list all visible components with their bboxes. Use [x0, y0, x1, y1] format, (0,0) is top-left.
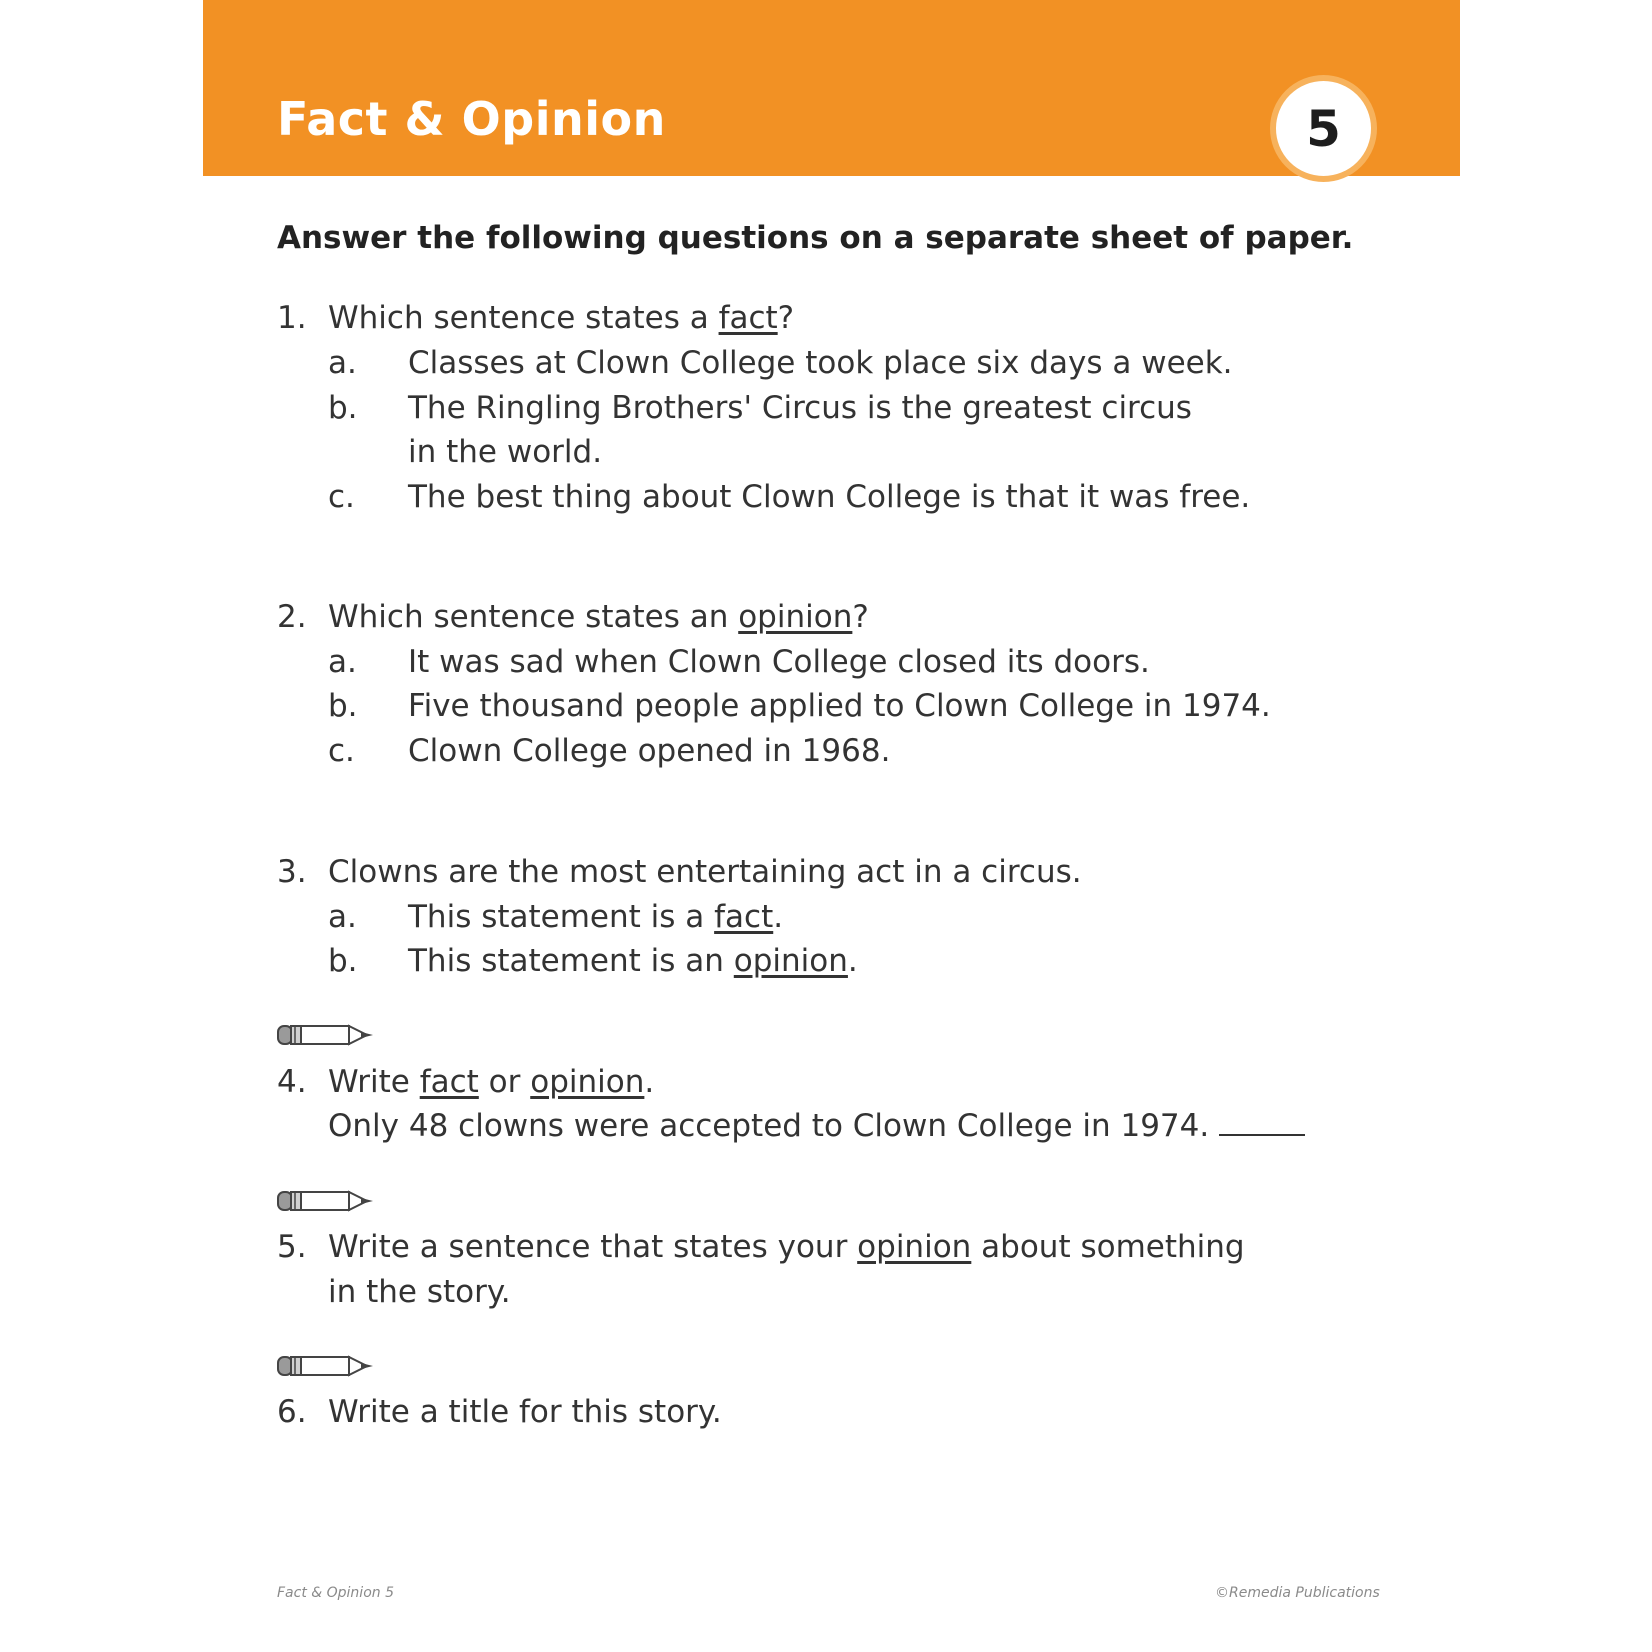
- question-4-number: 4.: [277, 1064, 307, 1100]
- question-4-statement: Only 48 clowns were accepted to Clown College in 1974.: [328, 1106, 1305, 1146]
- option-text: Clown College opened in 1968.: [408, 733, 891, 769]
- keyword-opinion: opinion: [857, 1229, 972, 1265]
- question-4-prompt: Write fact or opinion.: [328, 1064, 655, 1100]
- pencil-icon: [277, 1353, 377, 1379]
- pencil-icon: [277, 1022, 377, 1048]
- option-text: It was sad when Clown College closed its doors.: [408, 644, 1150, 680]
- option-letter: b.: [328, 390, 358, 426]
- instructions: Answer the following questions on a separate sheet of paper.: [277, 220, 1354, 256]
- keyword-opinion: opinion: [733, 943, 848, 979]
- option-letter: c.: [328, 733, 355, 769]
- question-6-number: 6.: [277, 1394, 307, 1430]
- question-5-prompt-continued: in the story.: [328, 1274, 511, 1310]
- keyword-opinion: opinion: [530, 1064, 645, 1100]
- option-text: This statement is an opinion.: [408, 943, 858, 979]
- footer-left: Fact & Opinion 5: [277, 1585, 394, 1601]
- keyword-opinion: opinion: [738, 599, 853, 635]
- option-text: The Ringling Brothers' Circus is the greatest circus: [408, 390, 1192, 426]
- answer-blank[interactable]: [1219, 1106, 1305, 1136]
- footer-right: ©Remedia Publications: [1215, 1585, 1380, 1601]
- question-2-prompt: Which sentence states an opinion?: [328, 599, 869, 635]
- page-title: Fact & Opinion: [277, 92, 666, 146]
- keyword-fact: fact: [714, 899, 774, 935]
- question-3-prompt: Clowns are the most entertaining act in a circus.: [328, 854, 1082, 890]
- keyword-fact: fact: [718, 300, 778, 336]
- option-letter: b.: [328, 943, 358, 979]
- question-3-number: 3.: [277, 854, 307, 890]
- question-1-number: 1.: [277, 300, 307, 336]
- option-text: This statement is a fact.: [408, 899, 784, 935]
- page-number-badge: 5: [1270, 75, 1377, 182]
- option-letter: a.: [328, 899, 357, 935]
- question-5-number: 5.: [277, 1229, 307, 1265]
- option-letter: a.: [328, 345, 357, 381]
- option-letter: c.: [328, 479, 355, 515]
- question-5-prompt: Write a sentence that states your opinion about something: [328, 1229, 1245, 1265]
- question-2-number: 2.: [277, 599, 307, 635]
- option-letter: b.: [328, 688, 358, 724]
- pencil-icon: [277, 1188, 377, 1214]
- question-1-prompt: Which sentence states a fact?: [328, 300, 795, 336]
- option-letter: a.: [328, 644, 357, 680]
- question-6-prompt: Write a title for this story.: [328, 1394, 722, 1430]
- option-text: Five thousand people applied to Clown College in 1974.: [408, 688, 1271, 724]
- option-text: The best thing about Clown College is that it was free.: [408, 479, 1251, 515]
- header-banner: [203, 0, 1460, 176]
- option-text: Classes at Clown College took place six days a week.: [408, 345, 1233, 381]
- keyword-fact: fact: [419, 1064, 479, 1100]
- option-text-continued: in the world.: [408, 434, 603, 470]
